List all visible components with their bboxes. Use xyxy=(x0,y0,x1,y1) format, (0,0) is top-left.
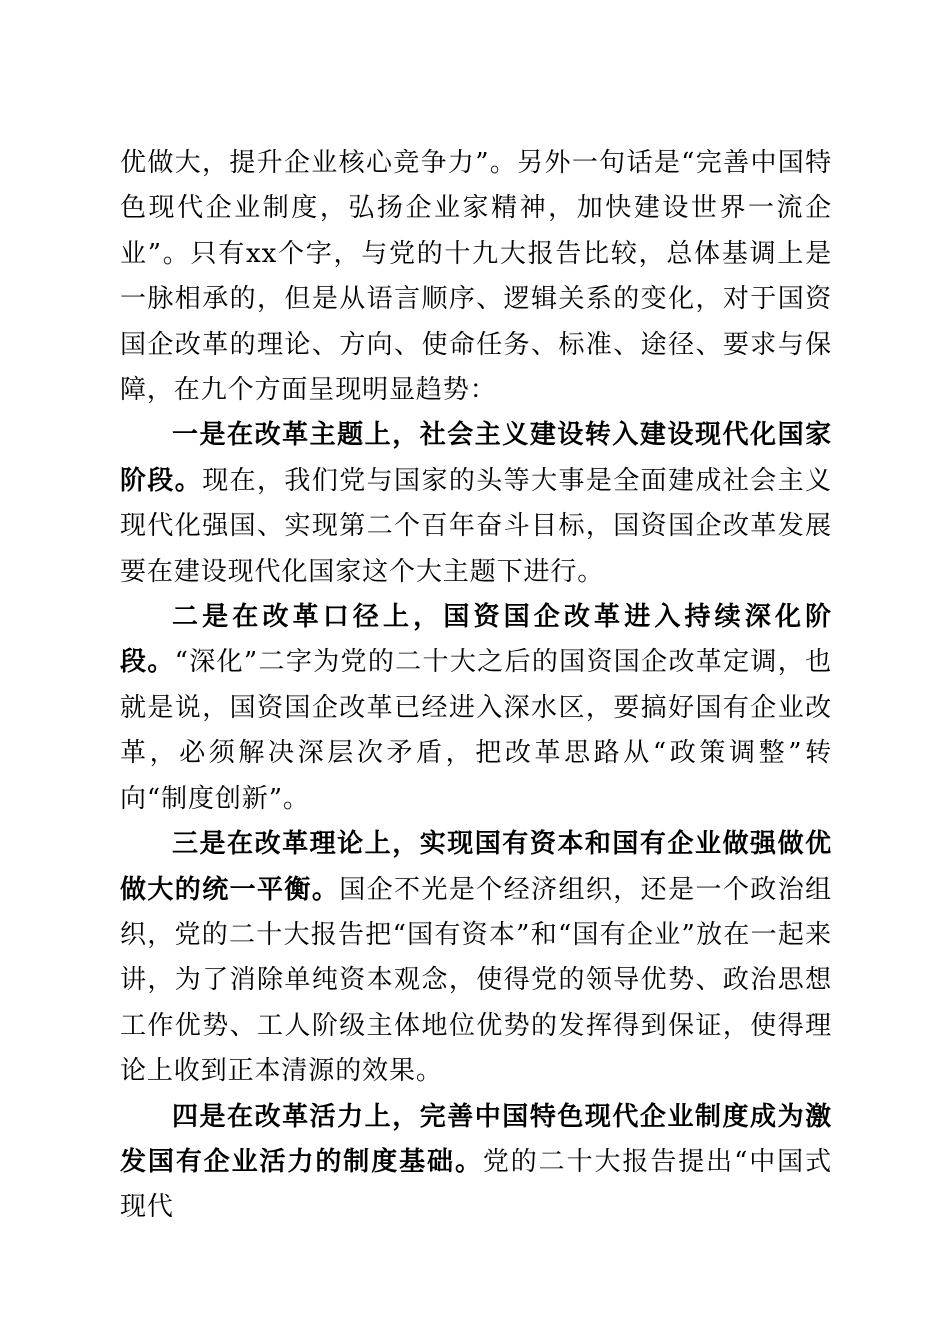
paragraph-lead: 一是在改革主题上，社会主义建设转入建设现代化国家阶段。 xyxy=(120,420,832,496)
paragraph-body: 国企不光是个经济组织，还是一个政治组织，党的二十大报告把“国有资本”和“国有企业”放在一起来讲，为了消除单纯资本观念，使得党的领导优势、政治思想工作优势、工人阶级主体地位优势的发挥得到保证，使得理论上收到正本清源的效果。 xyxy=(120,874,832,1087)
paragraph-lead: 二是在改革口径上，国资国企改革进入持续深化阶段。 xyxy=(120,602,832,678)
paragraph-body: “深化”二字为党的二十大之后的国资国企改革定调，也就是说，国资国企改革已经进入深水区，要搞好国有企业改革，必须解决深层次矛盾，把改革思路从“政策调整”转向“制度创新”。 xyxy=(120,647,832,814)
paragraph-body: 党的二十大报告提出“中国式现代 xyxy=(120,1146,832,1223)
paragraph-body: 现在，我们党与国家的头等大事是全面建成社会主义现代化强国、实现第二个百年奋斗目标，国资国企改革发展要在建设现代化国家这个大主题下进行。 xyxy=(120,465,833,587)
paragraph-continued xyxy=(120,141,832,413)
paragraph-point-2 xyxy=(120,595,832,822)
paragraph-point-1 xyxy=(120,413,832,595)
paragraph-body: 优做大，提升企业核心竞争力”。另外一句话是“完善中国特色现代企业制度，弘扬企业家精神，加快建设世界一流企业”。只有xx个字，与党的十九大报告比较，总体基调上是一脉相承的，但是从语言顺序、逻辑关系的变化，对于国资国企改革的理论、方向、使命任务、标准、途径、要求与保障，在九个方面呈现明显趋势： xyxy=(120,148,832,406)
document-body xyxy=(120,141,832,1231)
paragraph-point-3 xyxy=(120,822,832,1094)
paragraph-lead: 四是在改革活力上，完善中国特色现代企业制度成为激发国有企业活力的制度基础。 xyxy=(120,1101,832,1177)
paragraph-lead: 三是在改革理论上，实现国有资本和国有企业做强做优做大的统一平衡。 xyxy=(120,829,832,905)
paragraph-point-4 xyxy=(120,1095,832,1231)
